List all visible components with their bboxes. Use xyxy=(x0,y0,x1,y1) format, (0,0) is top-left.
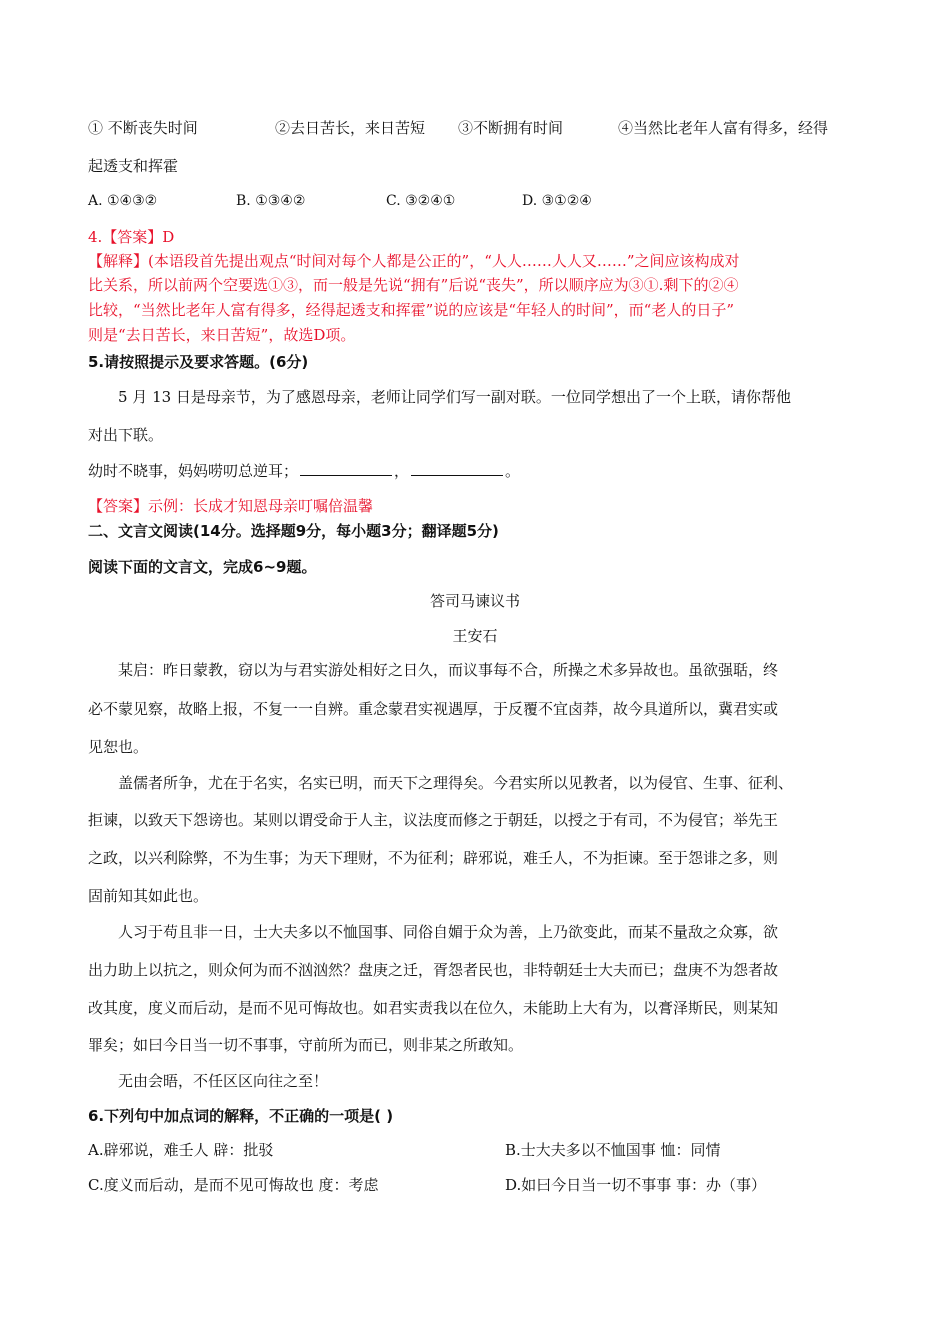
answer-blank-1[interactable] xyxy=(300,461,392,476)
q4-item: ④当然比老年人富有得多，经得 xyxy=(618,119,829,137)
q5-upper-line: 幼时不晓事，妈妈唠叨总逆耳； xyxy=(88,462,299,480)
q6-option-c: C.度义而后动，是而不见可悔故也 度：考虑 xyxy=(88,1176,379,1194)
q5-paragraph-line: 5 月 13 日是母亲节，为了感恩母亲，老师让同学们写一副对联。一位同学想出了一个上联，请你帮他 xyxy=(118,388,791,406)
q4-items-cont: 起透支和挥霍 xyxy=(88,157,179,175)
q4-item: ②去日苦长，来日苦短 xyxy=(275,119,426,137)
q4-option-c: C. ③②④① xyxy=(386,193,456,209)
q5-couplet-prompt xyxy=(88,461,520,481)
passage-line: 拒谏，以致天下怨谤也。某则以谓受命于人主，议法度而修之于朝廷，以授之于有司，不为侵官；举先王 xyxy=(88,811,779,829)
passage-title: 答司马谏议书 xyxy=(429,592,520,610)
q4-explain-line: 比较，“当然比老年人富有得多，经得起透支和挥霍”说的应该是“年轻人的时间”，而“老人的日子” xyxy=(88,301,735,319)
answer-blank-2[interactable] xyxy=(411,461,503,476)
q4-item: ③不断拥有时间 xyxy=(458,119,564,137)
passage-line: 见恕也。 xyxy=(88,738,149,756)
section2-intro: 阅读下面的文言文，完成6~9题。 xyxy=(88,558,317,576)
passage-author: 王安石 xyxy=(452,627,498,645)
q4-explain-line: 【解释】(本语段首先提出观点“时间对每个人都是公正的”，“人人……人人又……”之间应该构成对 xyxy=(88,252,740,270)
q4-option-b: B. ①③④② xyxy=(236,193,306,209)
q4-item: ① 不断丧失时间 xyxy=(88,119,198,137)
q6-option-b: B.士大夫多以不恤国事 恤：同情 xyxy=(505,1141,721,1159)
q6-option-d: D.如曰今日当一切不事事 事：办（事） xyxy=(505,1176,767,1194)
q4-explain-line: 则是“去日苦长，来日苦短”，故选D项。 xyxy=(88,326,356,344)
q6-option-a: A.辟邪说，难壬人 辟：批驳 xyxy=(88,1141,274,1159)
q4-option-d: D. ③①②④ xyxy=(522,193,592,209)
section2-title: 二、文言文阅读(14分。选择题9分，每小题3分；翻译题5分) xyxy=(88,522,499,540)
passage-line: 出力助上以抗之，则众何为而不汹汹然？盘庚之迁，胥怨者民也，非特朝廷士大夫而已；盘庚不为怨者故 xyxy=(88,961,779,979)
passage-line: 盖儒者所争，尤在于名实，名实已明，而天下之理得矣。今君实所以见教者，以为侵官、生事、征利、 xyxy=(118,774,794,792)
passage-line: 改其度，度义而后动，是而不见可悔故也。如君实责我以在位久，未能助上大有为，以膏泽斯民，则某知 xyxy=(88,999,779,1017)
passage-line: 无由会晤，不任区区向往之至！ xyxy=(118,1072,329,1090)
passage-line: 固前知其如此也。 xyxy=(88,887,209,905)
q4-option-a: A. ①④③② xyxy=(88,193,158,209)
q5-paragraph-line: 对出下联。 xyxy=(88,426,164,444)
passage-line: 之政，以兴利除弊，不为生事；为天下理财，不为征利；辟邪说，难壬人，不为拒谏。至于怨诽之多，则 xyxy=(88,849,779,867)
passage-line: 罪矣；如曰今日当一切不事事，守前所为而已，则非某之所敢知。 xyxy=(88,1036,524,1054)
passage-line: 必不蒙见察，故略上报，不复一一自辨。重念蒙君实视遇厚，于反覆不宜卤莽，故今具道所以，冀君实或 xyxy=(88,700,779,718)
q5-separator: ， xyxy=(394,462,410,480)
q4-answer: 4.【答案】D xyxy=(88,228,175,246)
q5-title: 5.请按照提示及要求答题。(6分) xyxy=(88,353,309,371)
passage-line: 人习于苟且非一日，士大夫多以不恤国事、同俗自媚于众为善，上乃欲变此，而某不量敌之众寡，欲 xyxy=(118,923,779,941)
passage-line: 某启：昨日蒙教，窃以为与君实游处相好之日久，而议事每不合，所操之术多异故也。虽欲强聒，终 xyxy=(118,661,779,679)
q4-explain-line: 比关系，所以前两个空要选①③，而一般是先说“拥有”后说“丧失”，所以顺序应为③①.剩下的②④ xyxy=(88,276,739,294)
q6-title: 6.下列句中加点词的解释，不正确的一项是( ) xyxy=(88,1107,394,1125)
q5-end-mark: 。 xyxy=(505,462,521,480)
q5-answer: 【答案】示例：长成才知恩母亲叮嘱倍温馨 xyxy=(88,497,374,515)
